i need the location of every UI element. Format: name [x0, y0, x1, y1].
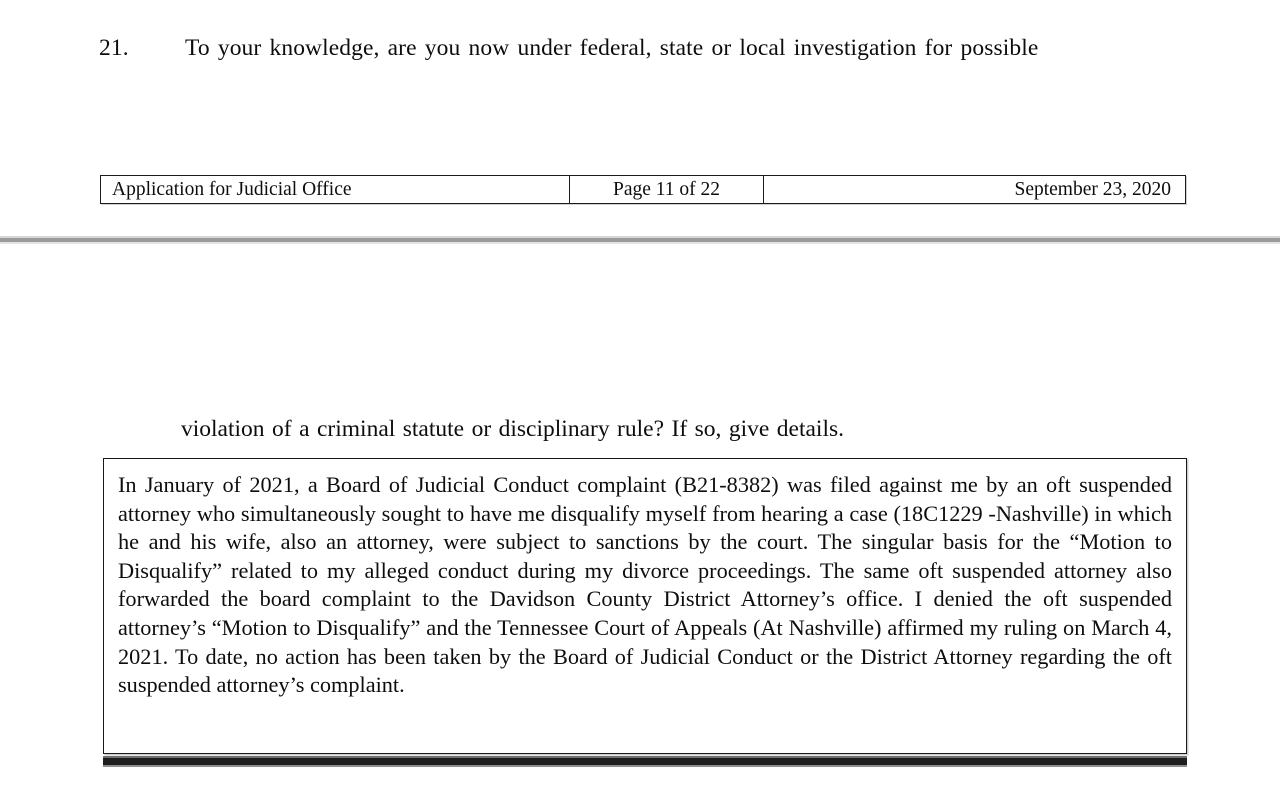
question-number: 21. — [99, 35, 129, 61]
footer-cell-document-title — [101, 176, 570, 203]
bottom-scan-bar — [103, 756, 1187, 767]
question-21-stem — [99, 33, 1189, 63]
answer-box — [103, 458, 1187, 754]
question-text-line-1: To your knowledge, are you now under federal, state or local investigation for possible — [185, 35, 1039, 61]
footer-document-title: Application for Judicial Office — [112, 178, 352, 200]
page-break-separator — [0, 236, 1280, 245]
bottom-bar-highlight-bottom — [103, 765, 1187, 767]
footer-date: September 23, 2020 — [1014, 178, 1171, 200]
bottom-bar-core — [103, 758, 1187, 765]
page-footer-table — [100, 175, 1186, 204]
footer-page-number: Page 11 of 22 — [612, 178, 721, 200]
answer-text: In January of 2021, a Board of Judicial Conduct complaint (B21-8382) was filed against me by an oft suspended attorney who simultaneously sought to have me disqualify myself from hearing a case (18C1229 -Nashville) in which he and his wife, also an attorney, were subject to sanctions by the court. The singular basis for the “Motion to Disqualify” related to my alleged conduct during my divorce proceedings. The same oft suspended attorney also forwarded the board complaint to the Davidson County District Attorney’s office. I denied the oft suspended attorney’s “Motion to Disqualify” and the Tennessee Court of Appeals (At Nashville) affirmed my ruling on March 4, 2021. To date, no action has been taken by the Board of Judicial Conduct or the District Attorney regarding the oft suspended attorney’s complaint. — [118, 472, 1172, 698]
footer-cell-date — [764, 176, 1185, 203]
separator-line-bottom — [0, 242, 1280, 244]
footer-cell-page-number — [570, 176, 764, 203]
question-text-line-2: violation of a criminal statute or disciplinary rule? If so, give details. — [181, 416, 845, 442]
